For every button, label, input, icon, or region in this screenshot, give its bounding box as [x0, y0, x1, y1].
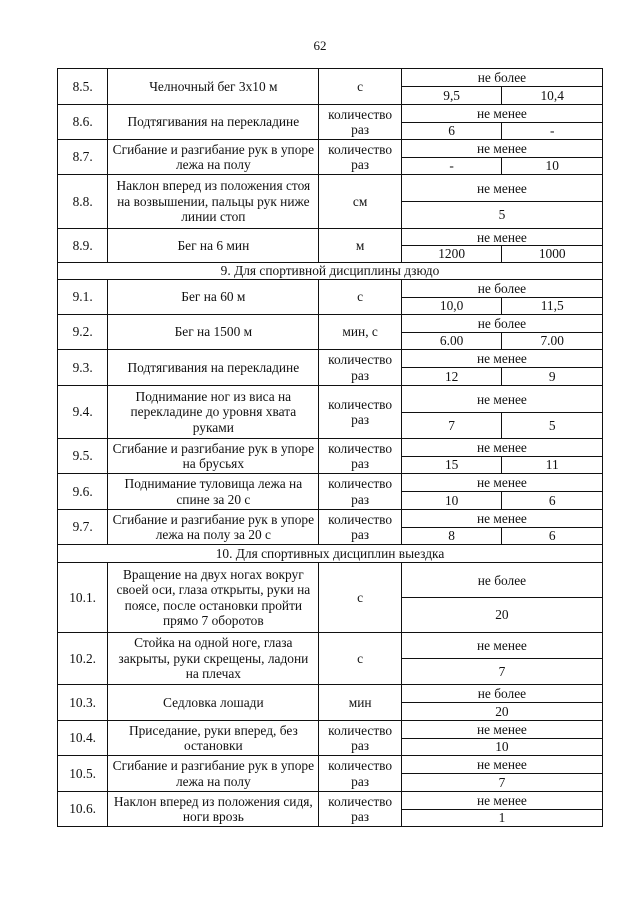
condition-cell: не менее [401, 350, 602, 368]
unit-cell [319, 140, 401, 175]
unit-cell [319, 350, 401, 386]
table-row [58, 563, 603, 598]
exercise-name: Поднимание туловища лежа на спине за 20 с [108, 474, 319, 510]
value-cell-male: - [401, 158, 502, 175]
value-cell-male: 10,0 [401, 298, 502, 315]
condition-cell: не менее [401, 140, 602, 158]
table-row [58, 474, 603, 492]
unit-text: количество [328, 106, 393, 122]
condition-cell: не менее [401, 229, 602, 246]
value-cell: 7 [401, 774, 602, 792]
condition-cell: не менее [401, 474, 602, 492]
table-row [58, 229, 603, 246]
exercise-name: Сгибание и разгибание рук в упоре лежа на полу за 20 с [108, 510, 319, 545]
value-cell-female: 1000 [502, 246, 603, 263]
value-cell-male: 6 [401, 123, 502, 140]
value-cell: 20 [401, 703, 602, 721]
table-row [58, 721, 603, 739]
item-code: 9.3. [58, 350, 108, 386]
value-cell: 10 [401, 739, 602, 756]
table-row [58, 280, 603, 298]
exercise-name: Бег на 6 мин [108, 229, 319, 263]
condition-cell: не менее [401, 792, 602, 810]
unit-text: с [357, 650, 364, 666]
unit-cell [319, 439, 401, 474]
value-cell-female: 11,5 [502, 298, 603, 315]
standards-table [57, 68, 603, 827]
value-cell-male: 6.00 [401, 333, 502, 350]
item-code: 8.5. [58, 69, 108, 105]
table-row [58, 140, 603, 158]
table-row [58, 386, 603, 413]
unit-text: количество [328, 141, 393, 157]
condition-cell: не более [401, 69, 602, 87]
unit-cell [319, 563, 401, 633]
item-code: 8.7. [58, 140, 108, 175]
unit-text: см [352, 193, 368, 209]
unit-cell [319, 229, 401, 263]
item-code: 9.1. [58, 280, 108, 315]
unit-cell [319, 105, 401, 140]
unit-cell [319, 474, 401, 510]
unit-text: раз [351, 809, 370, 824]
unit-text: раз [351, 738, 370, 753]
item-code: 8.8. [58, 175, 108, 229]
condition-cell: не менее [401, 721, 602, 739]
table-row [58, 315, 603, 333]
value-cell: 5 [401, 202, 602, 229]
unit-cell [319, 510, 401, 545]
value-cell-female: 10,4 [502, 87, 603, 105]
exercise-name: Вращение на двух ногах вокруг своей оси, глаза открыты, руки на поясе, после остановки пройти прямо 7 оборотов [108, 563, 319, 633]
value-cell: 1 [401, 810, 602, 827]
value-cell-male: 9,5 [401, 87, 502, 105]
value-cell-female: 11 [502, 457, 603, 474]
exercise-name: Приседание, руки вперед, без остановки [108, 721, 319, 756]
unit-cell [319, 386, 401, 439]
value-cell-female: 9 [502, 368, 603, 386]
exercise-name: Седловка лошади [108, 685, 319, 721]
unit-text: количество [328, 722, 393, 738]
item-code: 9.2. [58, 315, 108, 350]
value-cell-male: 7 [401, 413, 502, 439]
item-code: 10.4. [58, 721, 108, 756]
item-code: 10.1. [58, 563, 108, 633]
unit-text: раз [351, 773, 370, 789]
unit-cell [319, 315, 401, 350]
value-cell-male: 1200 [401, 246, 502, 263]
condition-cell: не менее [401, 175, 602, 202]
item-code: 9.5. [58, 439, 108, 474]
table-row [58, 685, 603, 703]
value-cell-female: - [502, 123, 603, 140]
value-cell-male: 8 [401, 528, 502, 545]
table-row [58, 792, 603, 810]
unit-cell [319, 756, 401, 792]
unit-text: с [357, 289, 364, 305]
unit-text: с [357, 589, 364, 605]
unit-text: раз [351, 122, 370, 137]
value-cell-female: 5 [502, 413, 603, 439]
unit-cell [319, 175, 401, 229]
item-code: 10.6. [58, 792, 108, 827]
item-code: 9.7. [58, 510, 108, 545]
condition-cell: не менее [401, 756, 602, 774]
exercise-name: Подтягивания на перекладине [108, 350, 319, 386]
unit-cell [319, 685, 401, 721]
unit-text: раз [351, 412, 370, 427]
unit-text: количество [328, 352, 393, 367]
exercise-name: Сгибание и разгибание рук в упоре лежа на полу [108, 756, 319, 792]
unit-text: м [355, 237, 365, 253]
section-header-row [58, 545, 603, 563]
unit-text: количество [328, 440, 393, 456]
exercise-name: Подтягивания на перекладине [108, 105, 319, 140]
unit-text: раз [351, 157, 370, 172]
item-code: 8.9. [58, 229, 108, 263]
table-row [58, 510, 603, 528]
table-row [58, 756, 603, 774]
condition-cell: не более [401, 280, 602, 298]
exercise-name: Сгибание и разгибание рук в упоре лежа на полу [108, 140, 319, 175]
value-cell-female: 7.00 [502, 333, 603, 350]
unit-text: раз [351, 367, 370, 383]
condition-cell: не менее [401, 386, 602, 413]
unit-text: количество [328, 476, 393, 491]
unit-text: количество [328, 396, 393, 412]
table-row [58, 633, 603, 659]
exercise-name: Бег на 1500 м [108, 315, 319, 350]
table-row [58, 105, 603, 123]
exercise-name: Стойка на одной ноге, глаза закрыты, руки скрещены, ладони на плечах [108, 633, 319, 685]
condition-cell: не более [401, 315, 602, 333]
unit-text: раз [351, 527, 370, 542]
unit-cell [319, 633, 401, 685]
unit-cell [319, 792, 401, 827]
exercise-name: Наклон вперед из положения стоя на возвышении, пальцы рук ниже линии стоп [108, 175, 319, 229]
condition-cell: не менее [401, 439, 602, 457]
table-row [58, 175, 603, 202]
item-code: 10.2. [58, 633, 108, 685]
unit-text: количество [328, 793, 393, 809]
section-title: 9. Для спортивной дисциплины дзюдо [58, 263, 603, 280]
exercise-name: Наклон вперед из положения сидя, ноги врозь [108, 792, 319, 827]
item-code: 9.4. [58, 386, 108, 439]
table-row [58, 350, 603, 368]
value-cell-female: 10 [502, 158, 603, 175]
condition-cell: не менее [401, 510, 602, 528]
exercise-name: Сгибание и разгибание рук в упоре на брусьях [108, 439, 319, 474]
unit-text: раз [351, 491, 370, 507]
value-cell-female: 6 [502, 492, 603, 510]
condition-cell: не менее [401, 633, 602, 659]
unit-cell [319, 280, 401, 315]
unit-cell [319, 69, 401, 105]
table-row [58, 439, 603, 457]
value-cell-female: 6 [502, 528, 603, 545]
exercise-name: Бег на 60 м [108, 280, 319, 315]
condition-cell: не более [401, 563, 602, 598]
item-code: 9.6. [58, 474, 108, 510]
unit-text: мин, с [342, 324, 378, 340]
exercise-name: Поднимание ног из виса на перекладине до уровня хвата руками [108, 386, 319, 439]
value-cell: 20 [401, 598, 602, 633]
unit-text: мин [348, 694, 372, 710]
page-number: 62 [313, 38, 327, 53]
value-cell-male: 12 [401, 368, 502, 386]
section-header-row [58, 263, 603, 280]
section-title: 10. Для спортивных дисциплин выездка [58, 545, 603, 563]
condition-cell: не менее [401, 105, 602, 123]
unit-text: раз [351, 456, 370, 471]
value-cell: 7 [401, 659, 602, 685]
value-cell-male: 10 [401, 492, 502, 510]
item-code: 10.5. [58, 756, 108, 792]
unit-text: количество [328, 511, 393, 527]
exercise-name: Челночный бег 3х10 м [108, 69, 319, 105]
table-row [58, 69, 603, 87]
unit-text: количество [328, 758, 393, 773]
unit-cell [319, 721, 401, 756]
item-code: 8.6. [58, 105, 108, 140]
condition-cell: не более [401, 685, 602, 703]
item-code: 10.3. [58, 685, 108, 721]
unit-text: с [357, 78, 364, 94]
value-cell-male: 15 [401, 457, 502, 474]
